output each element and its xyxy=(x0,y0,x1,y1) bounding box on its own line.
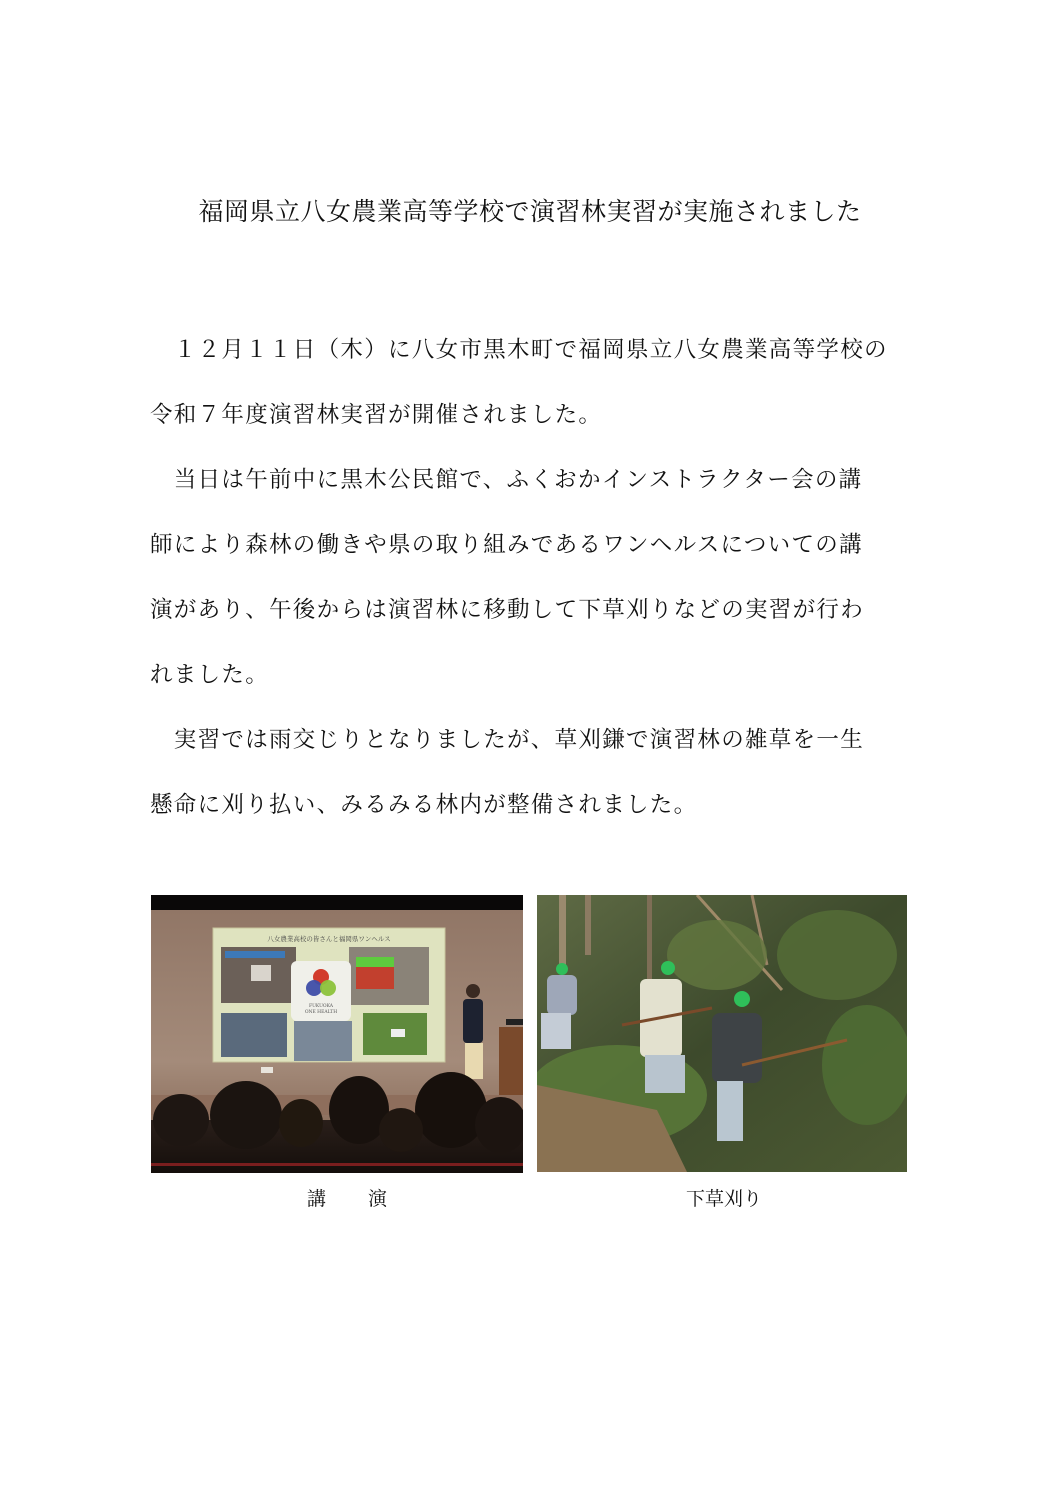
svg-text:FUKUOKA: FUKUOKA xyxy=(308,1004,334,1009)
lecture-photo xyxy=(151,895,523,1173)
paragraph-line: 当日は午前中に黒木公民館で、ふくおかインストラクター会の講 xyxy=(150,467,863,493)
paragraph-1 xyxy=(150,318,912,448)
page-title: 福岡県立八女農業高等学校で演習林実習が実施されました xyxy=(198,197,862,226)
paragraph-line: １２月１１日（木）に八女市黒木町で福岡県立八女農業高等学校の xyxy=(150,337,888,363)
paragraph-line: 師により森林の働きや県の取り組みであるワンヘルスについての講 xyxy=(150,532,863,558)
paragraph-2 xyxy=(150,448,912,708)
weeding-caption: 下草刈り xyxy=(686,1188,763,1210)
caption-text: 演 xyxy=(368,1188,388,1210)
caption-text: 講 xyxy=(307,1188,327,1210)
article-body xyxy=(150,318,912,838)
paragraph-line: 令和７年度演習林実習が開催されました。 xyxy=(150,402,603,428)
svg-text:ONE HEALTH: ONE HEALTH xyxy=(304,1010,338,1015)
paragraph-3 xyxy=(150,708,912,838)
weeding-photo xyxy=(537,895,907,1172)
paragraph-line: 演があり、午後からは演習林に移動して下草刈りなどの実習が行わ xyxy=(150,597,865,623)
paragraph-line: 懸命に刈り払い、みるみる林内が整備されました。 xyxy=(150,792,698,818)
paragraph-line: 実習では雨交じりとなりましたが、草刈鎌で演習林の雑草を一生 xyxy=(150,727,865,753)
paragraph-line: れました。 xyxy=(150,662,270,688)
lecture-caption xyxy=(307,1184,387,1211)
svg-text:八女農業高校の皆さんと福岡県ワンヘルス: 八女農業高校の皆さんと福岡県ワンヘルス xyxy=(267,935,391,943)
